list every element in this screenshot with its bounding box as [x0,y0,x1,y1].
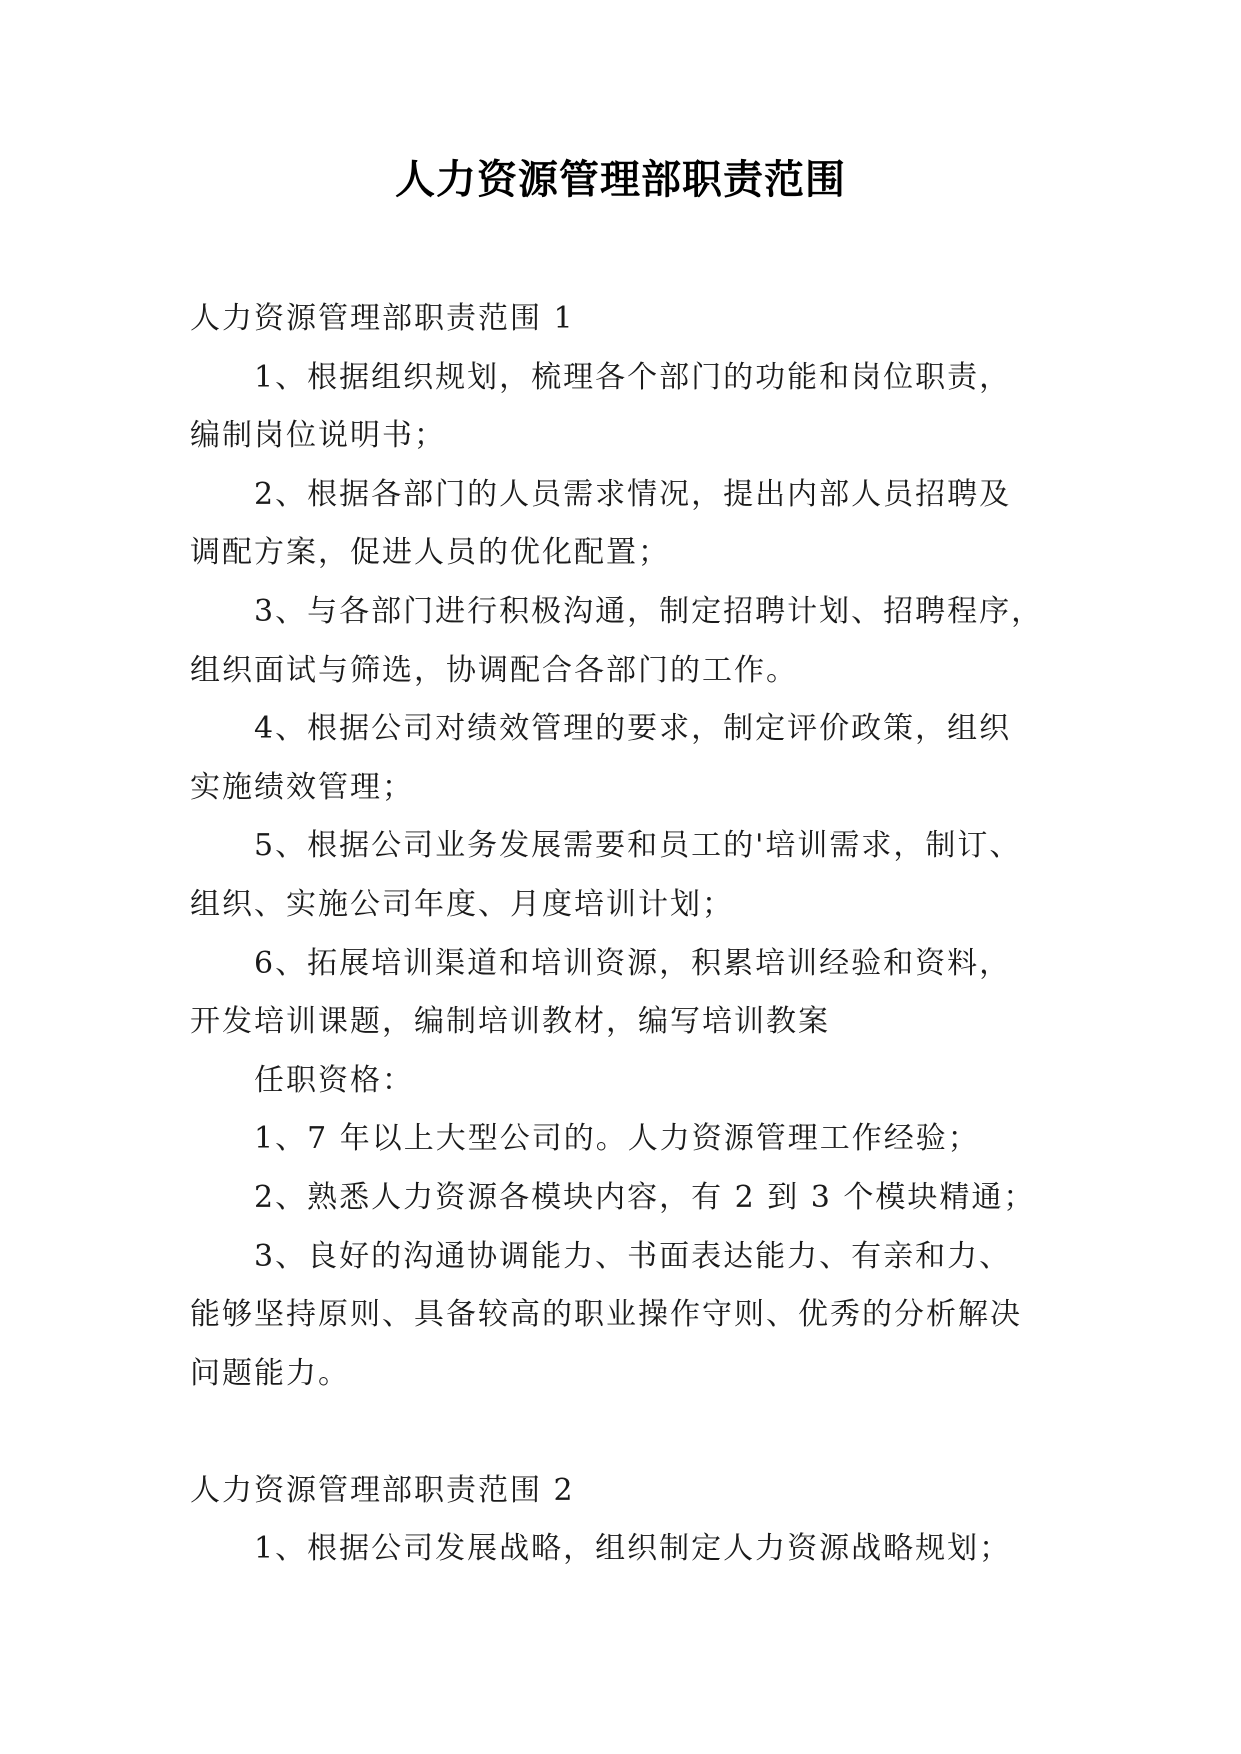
paragraph-line: 问题能力。 [190,1355,350,1391]
paragraph-line: 2、根据各部门的人员需求情况，提出内部人员招聘及 [254,476,1012,512]
paragraph-line: 实施绩效管理； [190,769,414,805]
paragraph-line: 3、与各部门进行积极沟通，制定招聘计划、招聘程序， [254,593,1044,629]
paragraph-line: 3、良好的沟通协调能力、书面表达能力、有亲和力、 [254,1238,1012,1274]
paragraph-line: 编制岗位说明书； [190,418,446,454]
document-body [190,290,1060,1579]
section-heading: 人力资源管理部职责范围 2 [190,1472,575,1508]
section-spacer [190,1403,1060,1462]
paragraph-line: 调配方案，促进人员的优化配置； [190,535,670,571]
paragraph-line: 组织面试与筛选，协调配合各部门的工作。 [190,652,798,688]
paragraph-line: 组织、实施公司年度、月度培训计划； [190,886,734,922]
paragraph-line: 开发培训课题，编制培训教材，编写培训教案 [190,1004,830,1040]
paragraph-line: 1、根据组织规划，梳理各个部门的功能和岗位职责， [254,359,1012,395]
paragraph-line: 1、根据公司发展战略，组织制定人力资源战略规划； [254,1531,1012,1567]
qualification-heading: 任职资格： [254,1062,414,1098]
paragraph-line: 2、熟悉人力资源各模块内容，有 2 到 3 个模块精通； [254,1179,1036,1215]
paragraph-line: 4、根据公司对绩效管理的要求，制定评价政策，组织 [254,711,1012,747]
paragraph-line: 6、拓展培训渠道和培训资源，积累培训经验和资料， [254,945,1012,981]
paragraph-line: 1、7 年以上大型公司的。人力资源管理工作经验； [254,1121,980,1157]
paragraph-line: 能够坚持原则、具备较高的职业操作守则、优秀的分析解决 [190,1297,1022,1333]
document-title: 人力资源管理部职责范围 [395,157,846,203]
section-heading: 人力资源管理部职责范围 1 [190,301,575,336]
paragraph-line: 5、根据公司业务发展需要和员工的'培训需求，制订、 [254,828,1022,864]
